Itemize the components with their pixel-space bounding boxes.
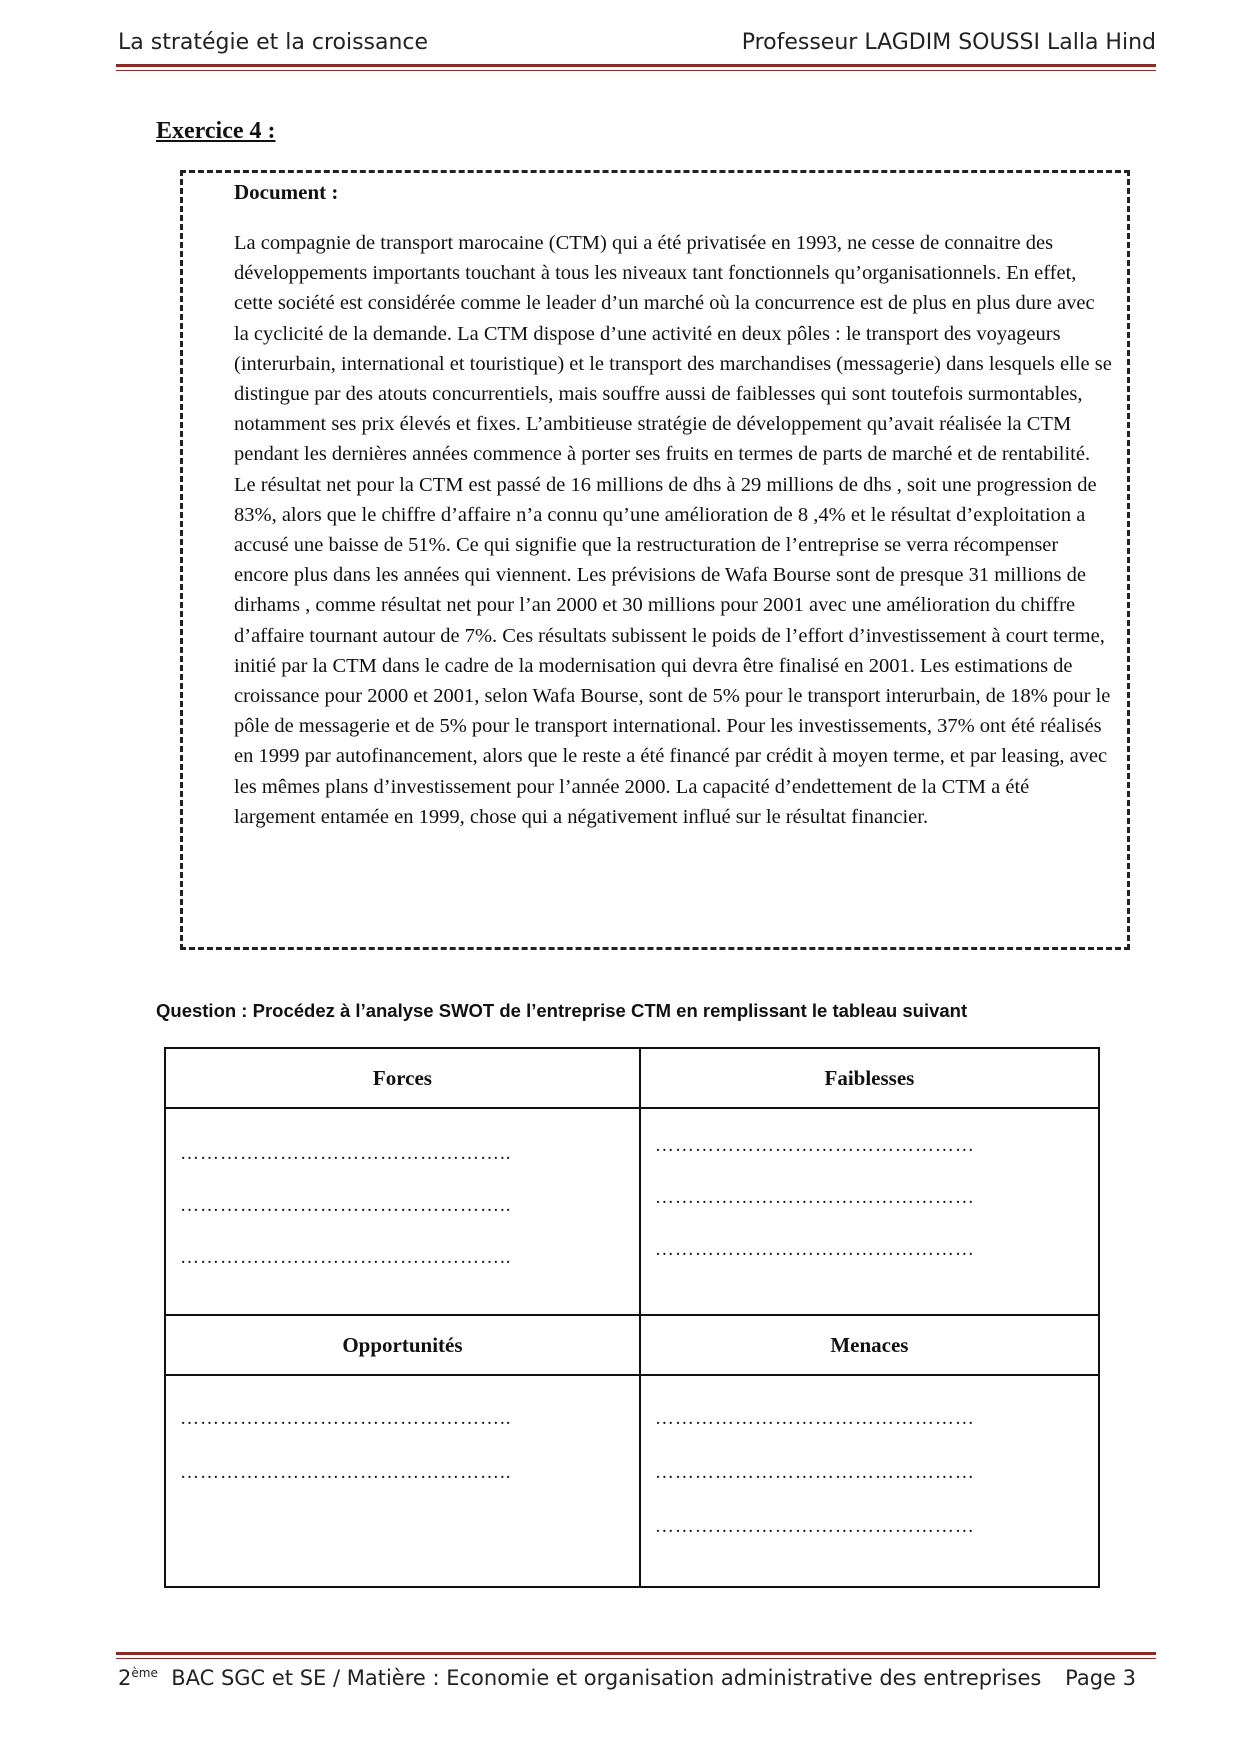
header-rule-thick — [116, 64, 1156, 67]
answer-line: ………………………………………… — [654, 1462, 975, 1483]
opportunites-cell[interactable] — [165, 1375, 640, 1587]
footer-superscript: ème — [131, 1666, 158, 1680]
answer-line: ………………………………………… — [654, 1135, 975, 1156]
faiblesses-cell[interactable] — [640, 1108, 1099, 1315]
footer-page-number: Page 3 — [1065, 1666, 1136, 1690]
answer-line: ………………………………………….. — [180, 1143, 512, 1164]
answer-line: ………………………………………… — [654, 1516, 975, 1537]
exercise-title: Exercice 4 : — [156, 118, 276, 144]
answer-line: ………………………………………… — [654, 1187, 975, 1208]
answer-line: ………………………………………… — [654, 1408, 975, 1429]
swot-table — [164, 1047, 1100, 1588]
question-text: Question : Procédez à l’analyse SWOT de l’entreprise CTM en remplissant le tableau suivant — [156, 1000, 968, 1021]
footer-rule-thick — [116, 1652, 1156, 1655]
footer-level-number: 2 — [118, 1666, 132, 1690]
answer-line: ………………………………………….. — [180, 1195, 512, 1216]
faiblesses-header: Faiblesses — [640, 1048, 1099, 1108]
answer-line: ………………………………………….. — [180, 1247, 512, 1268]
answer-line: ………………………………………….. — [180, 1408, 512, 1429]
document-text: La compagnie de transport marocaine (CTM) qui a été privatisée en 1993, ne cesse de connaitre des développements importants touchant à tous les niveaux tant fonctionnels qu’organisationnels. En effet, cette société est considérée comme le leader d’un marché où la concurrence est de plus en plus dure avec la cyclicité de la demande. La CTM dispose d’une activité en deux pôles : le transport des voyageurs (interurbain, international et touristique) et le transport des marchandises (messagerie) dans lesquels elle se distingue par des atouts concurrentiels, mais souffre aussi de faiblesses qui sont toutefois surmontables, notamment ses prix élevés et fixes. L’ambitieuse stratégie de développement qu’avait réalisée la CTM pendant les dernières années commence à porter ses fruits en termes de parts de marché et de rentabilité. Le résultat net pour la CTM est passé de 16 millions de dhs à 29 millions de dhs , soit une progression de 83%, alors que le chiffre d’affaire n’a connu qu’une amélioration de 8 ,4% et le résultat d’exploitation a accusé une baisse de 51%. Ce qui signifie que la restructuration de l’entreprise se verra récompenser encore plus dans les années qui viennent. Les prévisions de Wafa Bourse sont de presque 31 millions de dirhams , comme résultat net pour l’an 2000 et 30 millions pour 2001 avec une amélioration du chiffre d’affaire tournant autour de 7%. Ces résultats subissent le poids de l’effort d’investissement à court terme, initié par la CTM dans le cadre de la modernisation qui devra être finalisé en 2001. Les estimations de croissance pour 2000 et 2001, selon Wafa Bourse, sont de 5% pour le transport interurbain, de 18% pour le pôle de messagerie et de 5% pour le transport international. Pour les investissements, 37% ont été réalisés en 1999 par autofinancement, alors que le reste a été financé par crédit à moyen terme, et par leasing, avec les mêmes plans d’investissement pour l’année 2000. La capacité d’endettement de la CTM a été largement entamée en 1999, chose qui a négativement influé sur le résultat financier. — [234, 232, 1112, 828]
header-rule-thin — [116, 70, 1156, 71]
footer-course — [118, 1666, 1041, 1690]
footer-course-text: BAC SGC et SE / Matière : Economie et organisation administrative des entreprises — [171, 1666, 1042, 1690]
answer-line: ………………………………………….. — [180, 1462, 512, 1483]
forces-cell[interactable] — [165, 1108, 640, 1315]
header-left-title: La stratégie et la croissance — [118, 30, 429, 55]
menaces-cell[interactable] — [640, 1375, 1099, 1587]
answer-line: ………………………………………… — [654, 1239, 975, 1260]
document-heading: Document : — [234, 180, 339, 204]
menaces-header: Menaces — [640, 1315, 1099, 1375]
forces-header: Forces — [165, 1048, 640, 1108]
header-right-author: Professeur LAGDIM SOUSSI Lalla Hind — [741, 30, 1156, 55]
footer-rule-thin — [116, 1658, 1156, 1659]
opportunites-header: Opportunités — [165, 1315, 640, 1375]
